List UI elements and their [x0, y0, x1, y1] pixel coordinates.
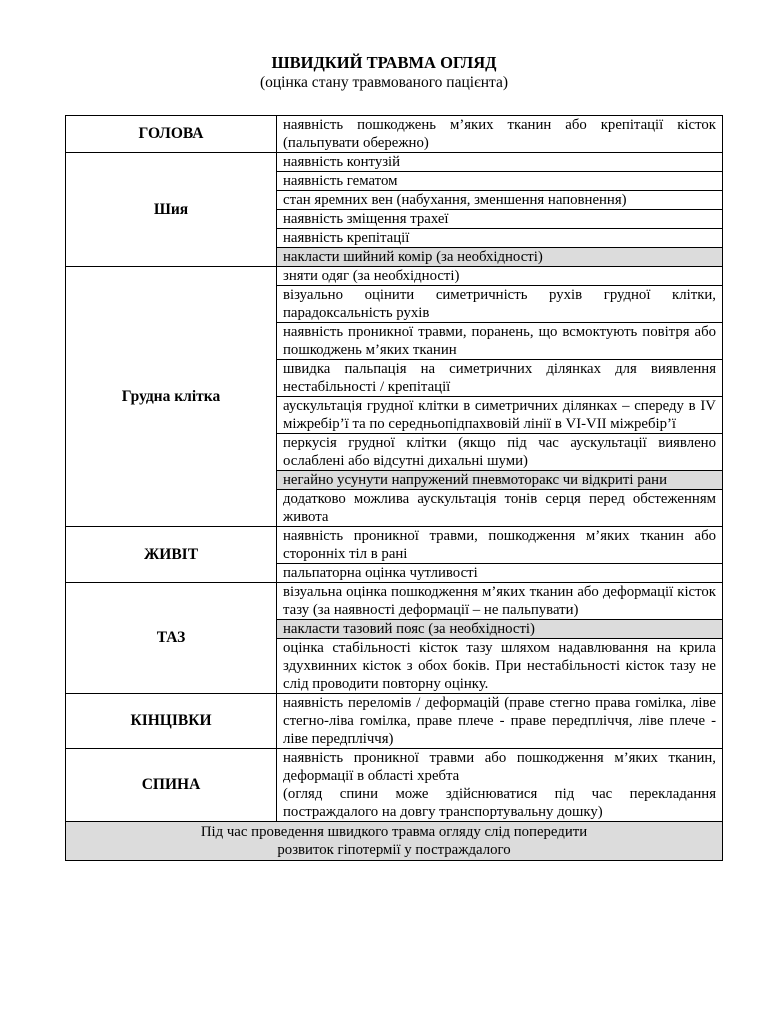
table-row — [66, 116, 723, 153]
checklist-item — [277, 248, 723, 267]
checklist-item — [277, 490, 723, 527]
checklist-item-text: оцінка стабільності кісток тазу шляхом надавлювання на крила здухвинних кісток з обох боків. При нестабільності кісток тазу не слід проводити повторну оцінку. — [283, 640, 716, 692]
checklist-item-text: пальпаторна оцінка чутливості — [283, 565, 478, 581]
checklist-item-text: візуально оцінити симетричність рухів грудної клітки, парадоксальність рухів — [283, 287, 716, 321]
checklist-item — [277, 749, 723, 822]
section-label: Шия — [66, 153, 277, 267]
section-label: ЖИВІТ — [66, 527, 277, 583]
checklist-item-text: наявність гематом — [283, 173, 398, 189]
checklist-item — [277, 694, 723, 749]
checklist-item-text: аускультація грудної клітки в симетричних ділянках – спереду в IV міжребір’ї та по середньопідпахвовій лінії в VI-VII міжребір’ї — [283, 398, 716, 432]
checklist-item-text: швидка пальпація на симетричних ділянках для виявлення нестабільності / крепітації — [283, 361, 716, 395]
checklist-item-text: наявність переломів / деформацій (праве стегно права гомілка, ліве стегно-ліва гомілка, праве плече - праве передпліччя, ліве плече - ліве передпліччя) — [283, 695, 716, 747]
hypothermia-note — [66, 822, 723, 861]
checklist-item-text: накласти шийний комір (за необхідності) — [283, 249, 543, 265]
section-label: ТАЗ — [66, 583, 277, 694]
table-row — [66, 267, 723, 286]
table-row — [66, 527, 723, 564]
checklist-item-text: наявність проникної травми або пошкодження м’яких тканин, деформації в області хребта — [283, 750, 716, 784]
section-label: ГОЛОВА — [66, 116, 277, 153]
table-row — [66, 153, 723, 172]
checklist-item — [277, 639, 723, 694]
checklist-item-text: візуальна оцінка пошкодження м’яких тканин або деформації кісток тазу (за наявності деформації – не пальпувати) — [283, 584, 716, 618]
document-subtitle: (оцінка стану травмованого пацієнта) — [259, 74, 509, 91]
section-label: КІНЦІВКИ — [66, 694, 277, 749]
table-row — [66, 583, 723, 620]
checklist-item — [277, 620, 723, 639]
checklist-item-text: наявність пошкоджень м’яких тканин або крепітації кісток (пальпувати обережно) — [283, 117, 716, 151]
section-label: Грудна клітка — [66, 267, 277, 527]
checklist-item — [277, 397, 723, 434]
footer-row — [66, 822, 723, 861]
note-line-1: Під час проведення швидкого травма огляду слід попередити — [200, 824, 588, 840]
table-row — [66, 694, 723, 749]
checklist-item — [277, 286, 723, 323]
checklist-item — [277, 434, 723, 471]
checklist-item — [277, 267, 723, 286]
section-label: СПИНА — [66, 749, 277, 822]
checklist-item-text: наявність проникної травми, пошкодження м’яких тканин або сторонніх тіл в рані — [283, 528, 716, 562]
trauma-review-table — [65, 115, 723, 861]
checklist-item — [277, 360, 723, 397]
checklist-item-text: стан яремних вен (набухання, зменшення наповнення) — [283, 192, 627, 208]
checklist-item — [277, 153, 723, 172]
checklist-item-note: (огляд спини може здійснюватися під час перекладання постраждалого на довгу транспортувальну дошку) — [283, 786, 716, 820]
checklist-item — [277, 564, 723, 583]
trauma-review-body — [66, 116, 723, 861]
checklist-item-text: накласти тазовий пояс (за необхідності) — [283, 621, 535, 637]
checklist-item — [277, 172, 723, 191]
checklist-item — [277, 471, 723, 490]
checklist-item — [277, 323, 723, 360]
checklist-item — [277, 527, 723, 564]
checklist-item-text: наявність контузій — [283, 154, 401, 170]
checklist-item-text: наявність проникної травми, поранень, що всмоктують повітря або пошкоджень м’яких тканин — [283, 324, 716, 358]
document-title: ШВИДКИЙ ТРАВМА ОГЛЯД — [271, 53, 497, 72]
checklist-item — [277, 191, 723, 210]
table-row — [66, 749, 723, 822]
checklist-item-text: зняти одяг (за необхідності) — [283, 268, 460, 284]
checklist-item — [277, 116, 723, 153]
note-line-2: розвиток гіпотермії у постраждалого — [277, 842, 511, 858]
checklist-item-text: наявність зміщення трахеї — [283, 211, 449, 227]
checklist-item-text: перкусія грудної клітки (якщо під час аускультації виявлено ослаблені або відсутні дихальні шуми) — [283, 435, 716, 469]
checklist-item-text: наявність крепітації — [283, 230, 410, 246]
checklist-item — [277, 583, 723, 620]
checklist-item — [277, 210, 723, 229]
checklist-item — [277, 229, 723, 248]
checklist-item-text: негайно усунути напружений пневмоторакс чи відкриті рани — [283, 472, 667, 488]
checklist-item-text: додатково можлива аускультація тонів серця перед обстеженням живота — [283, 491, 716, 525]
